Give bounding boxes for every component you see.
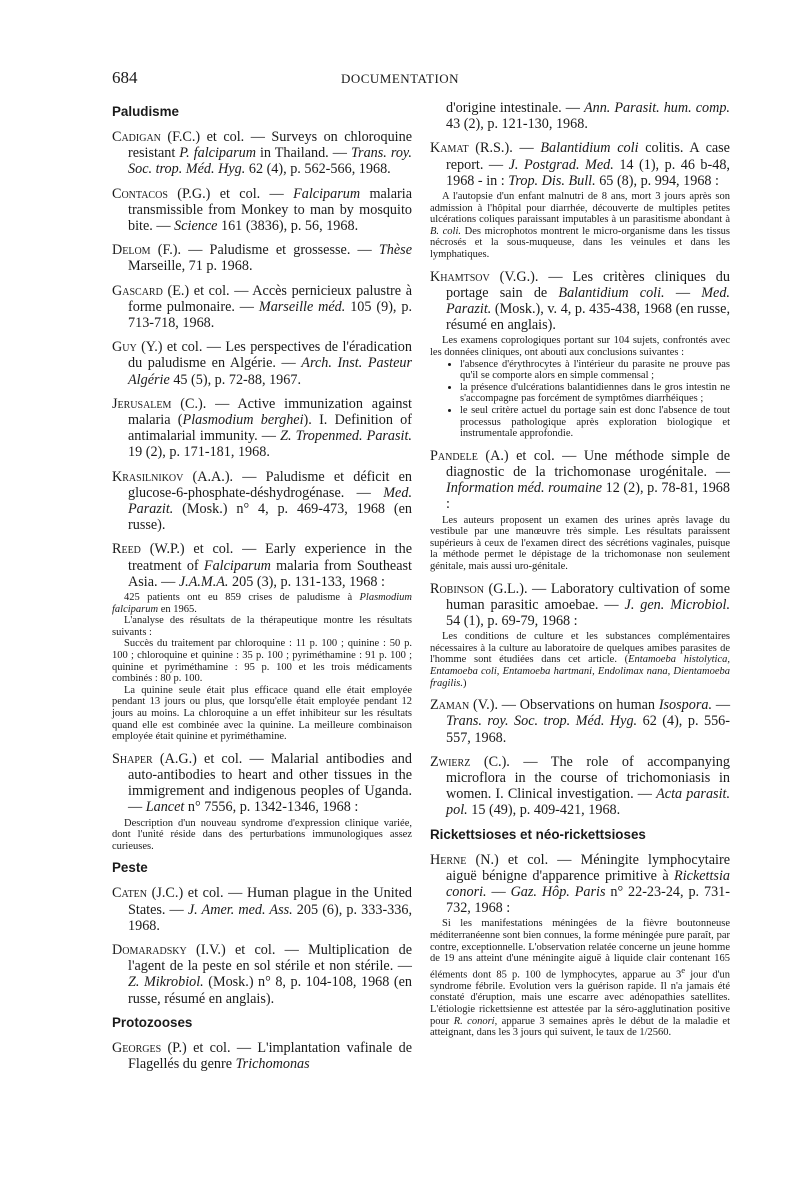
- entry-text: n° 7556, p. 1342-1346, 1968 :: [184, 799, 359, 816]
- entry-italic: P. falciparum: [179, 145, 256, 162]
- author: Shaper: [112, 750, 153, 767]
- journal-title: Gaz. Hôp. Paris: [510, 883, 606, 900]
- entry-text: 205 (6), p. 333-336, 1968.: [128, 901, 412, 934]
- abstract-paragraph: [430, 918, 730, 1038]
- abstract-text: Les conditions de culture et les substances complémentaires nécessaires à la culture au laboratoire de quelques amibes parasites de l'homme sont étudiées dans cet article. (: [430, 631, 730, 666]
- entry-text: (A.G.) et col. — Malarial antibodies and auto-antibodies to heart and other tissues in the immigrement and indigenous peoples of Uganda. —: [128, 750, 412, 816]
- abstract: [430, 631, 730, 689]
- reference-entry: [112, 885, 412, 934]
- entry-text: colitis. A case report. —: [446, 140, 730, 173]
- reference-entry: [112, 129, 412, 178]
- left-column: [112, 100, 412, 1080]
- entry-italic: Falciparum: [293, 185, 361, 202]
- bullet-item: • l'absence d'érythrocytes à l'intérieur du parasite ne prouve pas qu'il se comporte alors en simple commensal ;: [460, 359, 730, 382]
- right-column: [430, 100, 730, 1047]
- entry-text: d'origine intestinale. —: [446, 100, 584, 116]
- page-number: 684: [112, 68, 138, 87]
- abstract: [430, 515, 730, 573]
- entry-text: (P.G.) et col. —: [167, 185, 294, 202]
- entry-text: (Y.) et col. — Les perspectives de l'éradication du paludisme en Algérie. —: [128, 339, 412, 372]
- journal-title: Marseille méd.: [258, 298, 346, 315]
- entry-text: 105 (9), p. 713-718, 1968.: [128, 298, 412, 332]
- entry-text: (G.L.). — Laboratory cultivation of some human parasitic amoebae. —: [446, 580, 730, 613]
- journal-title: J. Amer. med. Ass.: [187, 901, 293, 918]
- journal-title: Science: [174, 218, 218, 235]
- author: Contacos: [112, 185, 168, 202]
- entry-text: —: [486, 883, 511, 900]
- abstract-paragraph: [430, 191, 730, 261]
- abstract-italic: Plasmodium falciparum: [112, 592, 412, 615]
- section-heading-rickettsioses: Rickettsioses et néo-rickettsioses: [430, 826, 646, 842]
- reference-entry: [112, 469, 412, 534]
- entry-text: (Mosk.), v. 4, p. 435-438, 1968 (en russe, résumé en anglais).: [446, 300, 730, 334]
- abstract-text: jour d'un syndrome fébrile. Evolution vers la guérison rapide. Il n'a jamais été constaté d'éruption, mais une escarre avec adénopathies satellites. L'étiologie rickettsienne est attestée par la séro-agglutination positive pour: [430, 969, 730, 1027]
- entry-italic: Trichomonas: [235, 1056, 310, 1073]
- journal-title: Trans. roy. Soc. trop. Méd. Hyg.: [446, 713, 638, 730]
- entry-text: 161 (3836), p. 56, 1968.: [217, 218, 359, 235]
- entry-italic: Plasmodium berghei: [182, 412, 304, 429]
- entry-text: 62 (4), p. 556-557, 1968.: [446, 713, 730, 746]
- journal-title: Acta parasit. pol.: [446, 786, 730, 819]
- author: Khamtsov: [430, 268, 490, 285]
- reference-entry: [430, 581, 730, 630]
- reference-entry: [430, 448, 730, 513]
- journal-title: Trans. roy. Soc. trop. Méd. Hyg.: [128, 145, 412, 178]
- entry-text: (J.C.) et col. — Human plague in the United States. —: [128, 885, 412, 918]
- entry-text: (P.) et col. — L'implantation vafinale de Flagellés du genre: [128, 1039, 412, 1073]
- entry-text: (F.). — Paludisme et grossesse. —: [150, 242, 379, 259]
- entry-text: 43 (2), p. 121-130, 1968.: [446, 116, 588, 133]
- entry-text: (E.) et col. — Accès pernicieux palustre à forme pulmonaire. —: [128, 282, 412, 315]
- entry-italic: Thèse: [378, 242, 412, 259]
- reference-entry: [112, 283, 412, 332]
- entry-text: 14 (1), p. 46 b-48, 1968 - in :: [446, 156, 730, 189]
- section-heading-protozooses: Protozooses: [112, 1014, 193, 1030]
- entry-text: (C.). — Active immunization against malaria (: [128, 395, 412, 429]
- entry-text: 19 (2), p. 171-181, 1968.: [128, 444, 270, 461]
- abstract-paragraph: Les auteurs proposent un examen des urines après lavage du vestibule par une manœuvre très simple. Les résultats paraissent supérieurs à ceux de l'examen direct des sécrétions vaginales, puisque la méthode permet le dépistage de la trichomonase non seulement génitale, mais aussi uro-génitale.: [430, 514, 730, 572]
- abstract: [430, 191, 730, 261]
- abstract-text: A l'autopsie d'un enfant malnutri de 8 ans, mort 3 jours après son admission à l'hôpital pour diarrhée, découverte de multiples petites ulcérations coliques paraissant imputables à un parasitisme abondant à: [430, 191, 730, 226]
- reference-entry: [430, 140, 730, 189]
- author: Zwierz: [430, 753, 471, 770]
- entry-text: (I.V.) et col. — Multiplication de l'agent de la peste en sol stérile et non stérile. —: [128, 942, 412, 975]
- journal-title: Trop. Dis. Bull.: [508, 172, 596, 189]
- reference-entry: [430, 269, 730, 334]
- reference-entry: [112, 339, 412, 388]
- abstract-paragraph: L'analyse des résultats de la thérapeutique montre les résultats suivants :: [112, 615, 412, 638]
- entry-text: 54 (1), p. 69-79, 1968 :: [446, 612, 578, 629]
- journal-title: Med. Parazit.: [128, 484, 412, 518]
- author: Gascard: [112, 282, 163, 299]
- author: Reed: [112, 541, 141, 558]
- reference-entry: [112, 942, 412, 1007]
- entry-text: (R.S.). —: [468, 140, 541, 157]
- entry-italic: Rickettsia conori.: [446, 867, 730, 900]
- author: Robinson: [430, 580, 484, 597]
- entry-italic: Isospora.: [658, 697, 713, 714]
- entry-text: n° 22-23-24, p. 731-732, 1968 :: [446, 883, 730, 917]
- section-heading-peste: Peste: [112, 860, 148, 876]
- journal-title: Arch. Inst. Pasteur Algérie: [128, 355, 412, 388]
- abstract-text: en 1965.: [158, 603, 197, 615]
- journal-title: Z. Tropenmed. Parasit.: [280, 428, 412, 445]
- abstract-italic: R. conori,: [453, 1015, 498, 1027]
- entry-text: Marseille, 71 p. 1968.: [128, 258, 253, 275]
- entry-text: malaria transmissible from Monkey to man by mosquito bite. —: [128, 185, 412, 235]
- reference-entry: [112, 1040, 412, 1072]
- journal-title: J. Postgrad. Med.: [508, 156, 614, 173]
- author: Zaman: [430, 697, 470, 714]
- entry-text: (N.) et col. — Méningite lymphocytaire aiguë bénigne d'apparence primitive à: [446, 851, 730, 884]
- author: Guy: [112, 339, 137, 356]
- journal-title: Information méd. roumaine: [446, 480, 603, 497]
- entry-italic: Balantidium coli: [540, 140, 639, 157]
- abstract-italic: B. coli.: [430, 225, 462, 237]
- author: Caten: [112, 885, 148, 902]
- entry-italic: Falciparum: [203, 557, 271, 574]
- author: Kamat: [430, 140, 469, 157]
- entry-text: 205 (3), p. 131-133, 1968 :: [228, 573, 385, 590]
- running-head: DOCUMENTATION: [340, 71, 460, 86]
- entry-text: ). I. Definition of antimalarial immunity. —: [128, 412, 413, 445]
- author: Delom: [112, 242, 151, 259]
- section-heading-paludisme: Paludisme: [112, 104, 179, 119]
- abstract-paragraph: [112, 592, 412, 615]
- journal-title: J.A.M.A.: [178, 573, 229, 590]
- author: Pandele: [430, 447, 478, 464]
- abstract-paragraph: Les examens coprologiques portant sur 104 sujets, confrontés avec les données cliniques, ont abouti aux conclusions suivantes :: [430, 335, 730, 358]
- entry-text: (C.). — The role of accompanying microflora in the course of trichomoniasis in women. I. Clinical investigation. —: [446, 753, 730, 803]
- author: Georges: [112, 1039, 162, 1056]
- abstract: [112, 818, 412, 853]
- entry-text: malaria from Southeast Asia. —: [128, 557, 412, 590]
- abstract: [430, 918, 730, 1038]
- abstract-text: Si les manifestations méningées de la fièvre boutonneuse méditerranéenne sont bien connues, la forme méningée pure paraît, par contre, exceptionnelle. L'observation relatée concerne un jeune homme de 19 ans atteint d'une méningite aiguë à liquide clair contenant 165 éléments dont 85 p. 100 de lymphocytes, apparue au 3: [430, 918, 730, 981]
- abstract: [112, 592, 412, 743]
- bullet-item: • la présence d'ulcérations balantidiennes dans le gros intestin ne s'accompagne pas forcément de symptômes diarrhéiques ;: [460, 382, 730, 405]
- entry-text: (A.) et col. — Une méthode simple de diagnostic de la trichomonase urogénitale. —: [446, 447, 730, 480]
- superscript: e: [681, 964, 686, 975]
- entry-text: 65 (8), p. 994, 1968 :: [595, 172, 720, 189]
- abstract-text: apparue 3 semaines après le début de la maladie et atteignant, dans les 3 jours qui suivent, le taux de 1/2560.: [430, 1015, 731, 1039]
- author: Cadigan: [112, 129, 161, 145]
- entry-text: (A.A.). — Paludisme et déficit en glucose-6-phosphate-déshydrogénase. —: [128, 468, 412, 501]
- reference-entry: [112, 751, 412, 816]
- entry-text: 45 (5), p. 72-88, 1967.: [169, 371, 301, 388]
- reference-entry: [430, 697, 730, 746]
- entry-text: 12 (2), p. 78-81, 1968 :: [446, 480, 730, 513]
- bullet-item: • le seul critère actuel du portage sain est donc l'absence de tout processus pathologique après exploration biologique et instrumentale approfondie.: [460, 405, 730, 440]
- entry-text: —: [664, 284, 702, 301]
- entry-text: in Thailand. —: [255, 145, 351, 162]
- entry-text: (V.). — Observations on human: [469, 697, 659, 714]
- abstract-paragraph: La quinine seule était plus efficace quand elle était employée pendant 13 jours ou plus, que lorsqu'elle était employée pendant 12 jours au moins. La chloroquine a un effet inhibiteur sur les résultats quand elle est combinée avec la quinine. La meilleure combinaison employée était quinine et pyriméthamine.: [112, 684, 412, 743]
- journal-title: Z. Mikrobiol.: [128, 974, 204, 991]
- abstract-text: 425 patients ont eu 859 crises de paludisme à: [124, 592, 360, 604]
- abstract-text: ): [462, 677, 467, 689]
- entry-text: (Mosk.) n° 4, p. 469-473, 1968 (en russe).: [128, 501, 412, 534]
- author: Krasilnikov: [112, 468, 184, 485]
- journal-title: Lancet: [145, 799, 185, 816]
- reference-entry: [112, 541, 412, 590]
- abstract: [430, 335, 730, 439]
- entry-text: —: [712, 697, 731, 714]
- reference-entry: [112, 186, 412, 235]
- author: Jerusalem: [112, 395, 172, 412]
- bullet-list: [430, 359, 730, 440]
- author: Herne: [430, 851, 467, 868]
- entry-italic: Balantidium coli.: [558, 284, 665, 301]
- reference-entry: [430, 754, 730, 819]
- journal-title: Ann. Parasit. hum. comp.: [583, 100, 730, 116]
- abstract-italic: Entamoeba histolytica, Entamoeba coli, Entamoeba hartmani, Endolimax nana, Dientamoeba fragilis.: [430, 654, 730, 689]
- entry-text: (Mosk.) n° 8, p. 104-108, 1968 (en russe, résumé en anglais).: [128, 974, 412, 1007]
- entry-text: (W.P.) et col. — Early experience in the treatment of: [128, 541, 412, 574]
- abstract-paragraph: Succès du traitement par chloroquine : 11 p. 100 ; quinine : 50 p. 100 ; chloroquine et quinine : 35 p. 100 ; pyriméthamine : 91 p. 100 ; quinine et pyriméthamine : 95 p. 100 et les trois médicaments combinés : 80 p. 100.: [112, 638, 412, 685]
- reference-entry: [430, 852, 730, 917]
- entry-text: 15 (49), p. 409-421, 1968.: [467, 802, 621, 819]
- abstract-text: Des microphotos montrent le micro-organisme dans les tissus nécrosés et la sous-muqueuse, dans les veinules et dans les lymphatiques.: [430, 225, 730, 260]
- author: Domaradsky: [112, 942, 187, 958]
- abstract-paragraph: Description d'un nouveau syndrome d'expression clinique variée, dont l'unité réside dans des perturbations immunologiques assez curieuses.: [112, 817, 412, 852]
- journal-title: Med. Parazit.: [446, 284, 730, 317]
- reference-entry-continued: [430, 100, 730, 132]
- entry-text: 62 (4), p. 562-566, 1968.: [245, 161, 391, 178]
- reference-entry: [112, 396, 412, 461]
- entry-text: (V.G.). — Les critères cliniques du portage sain de: [446, 268, 730, 301]
- entry-text: (F.C.) et col. — Surveys on chloroquine resistant: [128, 129, 412, 162]
- abstract-paragraph: [430, 631, 730, 689]
- journal-title: J. gen. Microbiol.: [624, 596, 730, 613]
- reference-entry: [112, 242, 412, 274]
